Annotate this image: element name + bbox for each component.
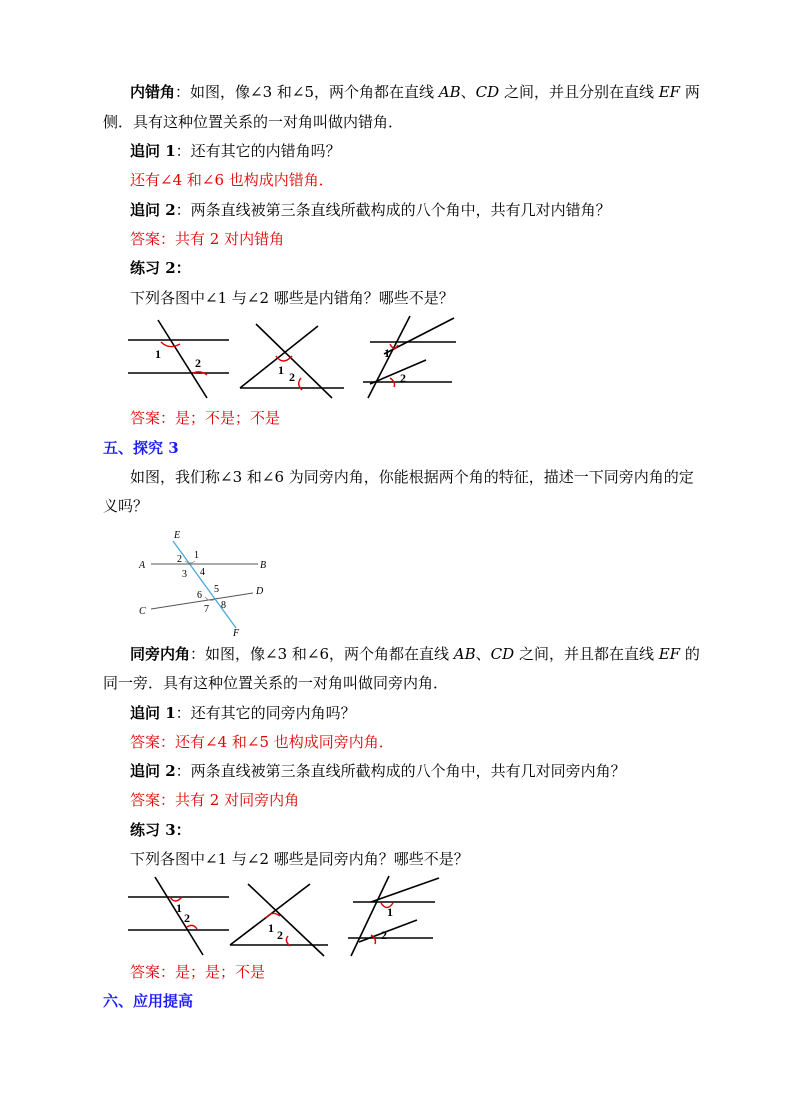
term-inner-alternate: 内错角 (130, 83, 176, 101)
answer-2b: 答案：共有 2 对同旁内角 (130, 791, 300, 809)
label-d: D (256, 586, 264, 597)
angle-2-arc (187, 925, 197, 929)
line-cd-label: CD (490, 645, 515, 663)
question-text: ：还有其它的同旁内角吗？ (175, 704, 356, 722)
exercise-label: 练习 2 (130, 259, 176, 277)
question-text: ：还有其它的内错角吗？ (175, 142, 341, 160)
definition-text: 之间，并且都在直线 (514, 645, 659, 663)
slanted-line (371, 878, 439, 902)
exercise-2-figure-3 (360, 312, 460, 400)
exercise-label: 练习 3 (130, 821, 176, 839)
angle-2-label: 2 (381, 928, 387, 942)
exercise-3-figure-1 (125, 875, 235, 957)
angle-1-label: 1 (278, 363, 284, 377)
follow-up-question-2b (130, 761, 626, 781)
section-5-intro-line2: 义吗？ (103, 497, 149, 515)
definition-text: 两 (680, 83, 700, 101)
angle-2-label: 2 (195, 356, 201, 370)
inner-alternate-definition-line2: 侧．具有这种位置关系的一对角叫做内错角． (103, 113, 404, 131)
follow-up-question-1a (130, 141, 341, 161)
term-same-side-interior: 同旁内角 (130, 645, 191, 663)
label-e: E (174, 530, 181, 541)
label-f: F (233, 628, 240, 637)
exercise-3-heading (130, 820, 191, 840)
section-5-intro-line1: 如图，我们称∠3 和∠6 为同旁内角，你能根据两个角的特征，描述一下同旁内角的定 (130, 468, 694, 486)
angle-2-label: 2 (289, 370, 295, 384)
exercise-3-figure-3 (345, 872, 445, 958)
angle-2-label: 2 (277, 928, 283, 942)
angle-label-3: 3 (182, 569, 187, 580)
angle-1-label: 1 (268, 921, 274, 935)
line-left-down (256, 324, 332, 398)
transversal-angles-diagram (135, 525, 275, 637)
transversal (351, 876, 389, 956)
answer-1a: 还有∠4 和∠6 也构成内错角． (130, 171, 334, 189)
exercise-2-answer: 答案：是；不是；不是 (130, 409, 281, 427)
angle-label-4: 4 (200, 567, 205, 578)
exercise-3-figure-2 (228, 878, 343, 958)
line-ef-label: EF (658, 645, 681, 663)
question-label: 追问 1 (130, 142, 176, 160)
angle-1-label: 1 (155, 347, 161, 361)
angle-1-label: 1 (384, 346, 390, 360)
answer-1b: 答案：还有∠4 和∠5 也构成同旁内角． (130, 733, 394, 751)
definition-text: ：如图，像∠3 和∠6，两个角都在直线 (190, 645, 454, 663)
question-text: ：两条直线被第三条直线所截构成的八个角中，共有几对同旁内角？ (175, 762, 626, 780)
line-ef-label: EF (658, 83, 681, 101)
label-b: B (260, 560, 267, 571)
label-c: C (139, 606, 146, 617)
separator: 、 (475, 645, 491, 663)
separator: 、 (460, 83, 476, 101)
angle-arc-top (185, 561, 195, 563)
angle-1-arc (161, 342, 180, 347)
question-label: 追问 2 (130, 762, 176, 780)
exercise-2-figure-1 (125, 318, 235, 400)
definition-text: ：如图，像∠3 和∠5，两个角都在直线 (175, 83, 439, 101)
exercise-3-question: 下列各图中∠1 与∠2 哪些是同旁内角？哪些不是？ (130, 850, 469, 868)
line-cd (151, 593, 253, 609)
definition-text: 的 (680, 645, 700, 663)
angle-label-6: 6 (197, 590, 202, 601)
definition-text: 之间，并且分别在直线 (499, 83, 659, 101)
line-ab-label: AB (438, 83, 461, 101)
angle-label-1: 1 (194, 550, 199, 561)
inner-alternate-definition-line1 (130, 82, 700, 102)
exercise-colon: ： (175, 259, 191, 277)
section-5-heading: 五、探究 3 (103, 439, 179, 457)
angle-label-7: 7 (204, 604, 209, 615)
exercise-2-heading (130, 258, 191, 278)
same-side-definition-line1 (130, 644, 700, 664)
answer-2a: 答案：共有 2 对内错角 (130, 230, 285, 248)
angle-2-label: 2 (184, 911, 190, 925)
exercise-2-question: 下列各图中∠1 与∠2 哪些是内错角？哪些不是？ (130, 289, 454, 307)
angle-1-label: 1 (176, 901, 182, 915)
follow-up-question-1b (130, 703, 356, 723)
angle-2-label: 2 (400, 371, 406, 385)
question-label: 追问 2 (130, 201, 176, 219)
exercise-3-answer: 答案：是；是；不是 (130, 963, 266, 981)
angle-label-5: 5 (214, 584, 219, 595)
angle-label-2: 2 (177, 554, 182, 565)
follow-up-question-2a (130, 200, 611, 220)
section-6-heading: 六、应用提高 (103, 992, 194, 1010)
same-side-definition-line2: 同一旁．具有这种位置关系的一对角叫做同旁内角． (103, 674, 449, 692)
line-cd-label: CD (475, 83, 500, 101)
short-slanted-line (370, 360, 426, 384)
angle-1-arc (266, 913, 280, 918)
exercise-colon: ： (175, 821, 191, 839)
exercise-2-figure-2 (236, 318, 351, 400)
question-text: ：两条直线被第三条直线所截构成的八个角中，共有几对内错角？ (175, 201, 611, 219)
transversal (155, 877, 203, 955)
angle-label-8: 8 (221, 600, 226, 611)
line-right-up (240, 326, 318, 388)
angle-1-label: 1 (387, 905, 393, 919)
label-a: A (139, 560, 146, 571)
line-ab-label: AB (453, 645, 476, 663)
question-label: 追问 1 (130, 704, 176, 722)
